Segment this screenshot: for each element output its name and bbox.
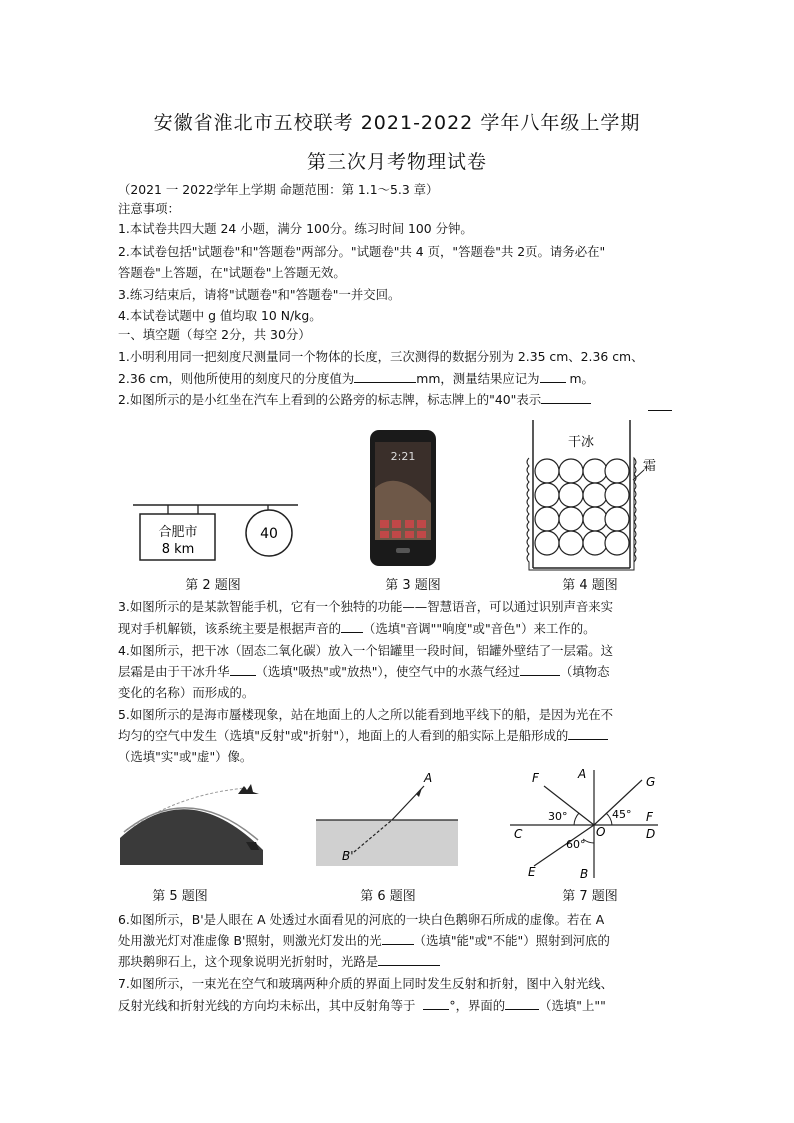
figure-3-caption: 第 3 题图 — [385, 578, 441, 593]
question-5-line2 — [118, 726, 684, 745]
note-1: 1.本试卷共四大题 24 小题，满分 100分。练习时间 100 分钟。 — [118, 221, 473, 236]
scope-line: （2021 一 2022学年上学期 命题范围：第 1.1～5.3 章） — [118, 182, 439, 197]
figure-5-mirage — [118, 780, 268, 865]
angle-45: 45° — [612, 808, 632, 821]
figure-4-can — [515, 418, 645, 573]
label-e: E — [528, 865, 536, 879]
phone-time: 2:21 — [390, 450, 416, 463]
question-7-line2 — [118, 996, 684, 1015]
sign-city: 合肥市 — [158, 525, 198, 540]
figure-7-light-paths — [508, 766, 668, 880]
q4-blank-2[interactable] — [520, 663, 560, 676]
q1-text-c: m。 — [565, 371, 594, 386]
exam-title-line2: 第三次月考物理试卷 — [306, 151, 487, 173]
question-2 — [118, 390, 684, 409]
label-a: A — [424, 771, 433, 785]
question-5-line3: （选填"实"或"虚"）像。 — [118, 749, 253, 764]
section-1-heading: 一、填空题（每空 2分，共 30分） — [118, 327, 311, 342]
q4-text-a: 层霜是由于干冰升华 — [118, 664, 230, 679]
label-g: G — [646, 775, 656, 789]
label-b7: B — [580, 867, 589, 880]
q6-text-a: 处用激光灯对准虚像 B'照射，则激光灯发出的光 — [118, 933, 382, 948]
label-d: D — [646, 827, 656, 841]
question-4-line3: 变化的名称）而形成的。 — [118, 685, 255, 700]
question-3-line1: 3.如图所示的是某款智能手机，它有一个独特的功能——智慧语音，可以通过识别声音来实 — [118, 599, 614, 614]
question-6-line2 — [118, 931, 684, 950]
question-7-line1: 7.如图所示，一束光在空气和玻璃两种介质的界面上同时发生反射和折射，图中入射光线、 — [118, 976, 614, 991]
q3-blank[interactable] — [341, 620, 363, 633]
question-3-line2 — [118, 619, 684, 638]
figure-6-refraction — [312, 768, 462, 868]
q1-text-a: 2.36 cm，则他所使用的刻度尺的分度值为 — [118, 371, 355, 386]
figure-7-caption: 第 7 题图 — [562, 889, 618, 904]
q7-text-c: （选填"上"" — [539, 998, 606, 1013]
label-f2: F — [646, 810, 653, 824]
q2-text: 2.如图所示的是小红坐在汽车上看到的公路旁的标志牌，标志牌上的"40"表示 — [118, 392, 542, 407]
q4-text-c: （填物态 — [559, 664, 610, 679]
label-o: O — [596, 825, 606, 839]
angle-60: 60° — [566, 838, 586, 851]
label-frost: 霜 — [643, 459, 657, 474]
question-4-line1: 4.如图所示，把干冰（固态二氧化碳）放入一个铝罐里一段时间，铝罐外壁结了一层霜。这 — [118, 643, 614, 658]
angle-30: 30° — [548, 810, 568, 823]
q7-text-b: °，界面的 — [449, 998, 506, 1013]
figure-5-caption: 第 5 题图 — [152, 889, 208, 904]
note-2-cont: 答题卷"上答题，在"试题卷"上答题无效。 — [118, 265, 346, 280]
figure-2-sign — [128, 490, 303, 570]
q7-blank-2[interactable] — [505, 997, 539, 1010]
q5-text-a: 均匀的空气中发生（选填"反射"或"折射"），地面上的人看到的船实际上是船形成的 — [118, 728, 569, 743]
figure-3-phone — [368, 428, 438, 568]
q2-blank-1[interactable] — [541, 391, 591, 404]
label-f1: F — [532, 771, 539, 785]
q7-blank-1[interactable] — [423, 997, 449, 1010]
notice-title: 注意事项： — [118, 201, 180, 216]
label-a7: A — [578, 767, 587, 781]
speed-limit: 40 — [260, 526, 278, 542]
question-6-line3 — [118, 952, 684, 971]
q3-text-b: （选填"音调""响度"或"音色"）来工作的。 — [363, 621, 596, 636]
q1-blank-2[interactable] — [540, 370, 566, 383]
note-3: 3.练习结束后，请将"试题卷"和"答题卷"一并交回。 — [118, 287, 401, 302]
question-1-line1: 1.小明利用同一把刻度尺测量同一个物体的长度，三次测得的数据分别为 2.35 cm、2.36 cm、 — [118, 349, 644, 364]
q7-text-a: 反射光线和折射光线的方向均未标出，其中反射角等于 — [118, 998, 416, 1013]
q1-text-b: mm，测量结果应记为 — [416, 371, 540, 386]
question-5-line1: 5.如图所示的是海市蜃楼现象，站在地面上的人之所以能看到地平线下的船，是因为光在不 — [118, 707, 614, 722]
q4-blank-1[interactable] — [230, 663, 256, 676]
q4-text-b: （选填"吸热"或"放热"），使空气中的水蒸气经过 — [255, 664, 520, 679]
sign-distance: 8 km — [161, 542, 195, 557]
q5-blank[interactable] — [568, 727, 608, 740]
q2-blank-2[interactable] — [648, 398, 672, 411]
figure-4-caption: 第 4 题图 — [562, 578, 618, 593]
question-6-line1: 6.如图所示，B'是人眼在 A 处透过水面看见的河底的一块白色鹅卵石所成的虚像。若在 A — [118, 912, 605, 927]
note-2: 2.本试卷包括"试题卷"和"答题卷"两部分。"试题卷"共 4 页，"答题卷"共 2页。请务必在" — [118, 244, 606, 259]
q6-text-c: 那块鹅卵石上，这个现象说明光折射时，光路是 — [118, 954, 379, 969]
label-dry-ice: 干冰 — [567, 435, 595, 450]
q6-blank-1[interactable] — [382, 932, 414, 945]
question-1-line2 — [118, 369, 684, 388]
q6-blank-2[interactable] — [378, 953, 440, 966]
note-4: 4.本试卷试题中 g 值均取 10 N/kg。 — [118, 308, 322, 323]
label-b-prime: B' — [342, 849, 354, 863]
figure-2-caption: 第 2 题图 — [185, 578, 241, 593]
exam-title-line1: 安徽省淮北市五校联考 2021-2022 学年八年级上学期 — [153, 112, 641, 134]
q1-blank-1[interactable] — [354, 370, 416, 383]
figure-6-caption: 第 6 题图 — [360, 889, 416, 904]
q3-text-a: 现对手机解锁，该系统主要是根据声音的 — [118, 621, 342, 636]
question-4-line2 — [118, 662, 684, 681]
label-c: C — [514, 827, 523, 841]
q6-text-b: （选填"能"或"不能"）照射到河底的 — [413, 933, 610, 948]
